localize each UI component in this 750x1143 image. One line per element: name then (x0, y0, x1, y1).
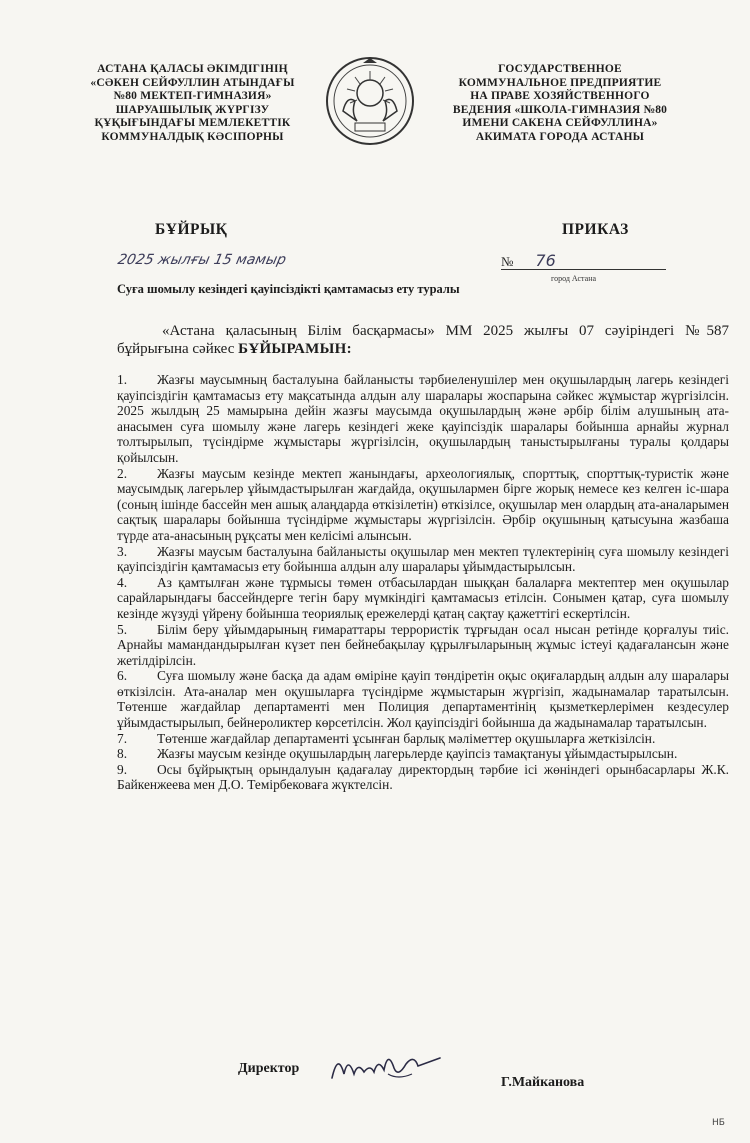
corner-mark: НБ (712, 1118, 725, 1128)
item-text: Осы бұйрықтың орындалуын қадағалау директордың тәрбие ісі жөніндегі орынбасарлары Ж.К. Байкенжеева мен Д.О. Темірбековаға жүктелсін. (117, 761, 729, 793)
signatory-role: Директор (238, 1061, 300, 1076)
order-items (117, 372, 729, 793)
order-item (117, 622, 729, 669)
header-kz-line: №80 МЕКТЕП-ГИМНАЗИЯ» (113, 90, 272, 102)
header-ru-line: АКИМАТА ГОРОДА АСТАНЫ (475, 130, 645, 143)
header-kz-line: ШАРУАШЫЛЫҚ ЖҮРГІЗУ (115, 103, 270, 116)
item-text: Жазғы маусым басталуына байланысты оқушылар мен мектеп түлектерінің суға шомылу кезіндегі қауіпсіздігін қамтамасыз ету бойынша алдын алу шаралары ұйымдастырылсын. (117, 543, 729, 575)
item-text: Жазғы маусым кезінде мектеп жанындағы, археологиялық, спорттық, спорттық-туристік және маусымдық лагерьлер ұйымдастырылған жағдайда, оқушылармен бірге жорық немесе кез келген іс-шара (соның ішінде бассейн мен ашық алаңдарда өткізілетін) өткізілсе, оқушылар мен олардың ата-аналарымен сақтық шаралары бойынша түсіндірме жұмыстары жүргізілсін. Әрбір оқушының қатысуына жазбаша түрде ата-анасының рұқсаты мен келісімі алынсын. (117, 465, 729, 543)
state-emblem-icon (325, 55, 415, 147)
header-kz-line: АСТАНА ҚАЛАСЫ ӘКІМДІГІНІҢ (97, 63, 288, 75)
header-kazakh (70, 63, 315, 144)
title-russian: ПРИКАЗ (562, 221, 629, 238)
order-item (117, 746, 729, 762)
order-item (117, 731, 729, 747)
item-number: 6. (117, 668, 128, 684)
order-intro (117, 322, 729, 358)
item-number: 1. (117, 372, 128, 387)
item-text: Жазғы маусым кезінде оқушылардың лагерьлерде қауіпсіз тамақтануы ұйымдастырылсын. (157, 746, 678, 762)
signatory-name: Г.Майканова (501, 1075, 585, 1090)
item-text: Білім беру ұйымдарының ғимараттары террористік тұрғыдан осал нысан ретінде қорғалуы тиіс. Арнайы мамандандырылған күзет пен бейнебақылау құрылғыларының жұмыс істеуі қадағалансын және жетілдірілсін. (117, 621, 729, 668)
intro-command: БҰЙЫРАМЫН: (238, 341, 352, 357)
order-number-prefix: № (501, 254, 514, 269)
order-item (117, 466, 729, 544)
order-date: 2025 жылғы 15 мамыр (116, 252, 288, 268)
item-text: Аз қамтылған және тұрмысы төмен отбасылардан шыққан балаларға мектептер мен оқушылар сарайларындағы бассейндерге тегін бару мүмкіндігі қамтамасыз етілсін. Сонымен қатар, суға шомылу кезінде жүзуді үйрену бойынша теориялық ережелерді қатаң сақтау қажеттігі ескертілсін. (117, 574, 729, 621)
item-number: 7. (117, 730, 128, 746)
item-number: 3. (117, 543, 128, 559)
item-text: Төтенше жағдайлар департаменті ұсынған барлық мәліметтер оқушыларға жеткізілсін. (157, 730, 656, 746)
order-city: город Астана (551, 274, 597, 283)
order-number: 76 (535, 251, 556, 270)
item-number: 4. (117, 574, 128, 590)
header-kz-line: «СӘКЕН СЕЙФУЛЛИН АТЫНДАҒЫ (90, 76, 295, 89)
signature-icon (328, 1044, 448, 1086)
item-text: Суға шомылу және басқа да адам өміріне қауіп төндіретін оқыс оқиғалардың алдын алу шаралары өткізілсін. Ата-аналар мен оқушыларға түсіндірме жұмыстарын жүргізіп, жадынамалар таратылсын. Төтенше жағдайлар департаменті мен Полиция департаментінің қызметкерлерімен кездесулер ұйымдастырылып, бейнероликтер көрсетілсін. Жол қауіпсіздігі бойынша да жадынамалар таратылсын. (117, 668, 729, 731)
order-subject: Суға шомылу кезіндегі қауіпсіздікті қамтамасыз ету туралы (117, 282, 460, 296)
intro-text: «Астана қаласының Білім басқармасы» ММ 2025 жылғы 07 сәуіріндегі №587 бұйрығына сәйкес (117, 323, 729, 357)
header-kz-line: ҚҰҚЫҒЫНДАҒЫ МЕМЛЕКЕТТІК (94, 117, 291, 129)
header-ru-line: ГОСУДАРСТВЕННОЕ (498, 63, 622, 75)
header-russian (430, 63, 690, 144)
header-kz-line: КОММУНАЛДЫҚ КӘСІПОРНЫ (101, 130, 284, 143)
order-item (117, 544, 729, 575)
item-number: 8. (117, 746, 128, 762)
header-ru-line: ВЕДЕНИЯ «ШКОЛА-ГИМНАЗИЯ №80 (452, 103, 668, 116)
order-item (117, 762, 729, 793)
title-kazakh: БҰЙРЫҚ (155, 221, 228, 238)
header-ru-line: НА ПРАВЕ ХОЗЯЙСТВЕННОГО (470, 90, 650, 102)
order-item (117, 668, 729, 730)
item-number: 5. (117, 621, 128, 637)
order-number-line (501, 251, 666, 270)
item-number: 9. (117, 761, 128, 777)
item-number: 2. (117, 465, 128, 481)
header-ru-line: ИМЕНИ САКЕНА СЕЙФУЛЛИНА» (462, 117, 658, 129)
header-ru-line: КОММУНАЛЬНОЕ ПРЕДПРИЯТИЕ (458, 76, 662, 89)
item-text: Жазғы маусымның басталуына байланысты тәрбиеленушілер мен оқушылардың лагерь кезіндегі қауіпсіздігін қамтамасыз ету мақсатында алдын алу шаралары жоспарына сәйкес жұмыстар жүргізілсін. 2025 жылдың 25 мамырына дейін жазғы маусымда оқушылардың және әрбір білім алушының ата-анасымен суға шомылу және лагерь кезіндегі жеке қауіпсіздік шаралары бойынша арнайы журнал толтырылып, түсіндірме жұмыстары жүргізілсін, оқушылардың таныстырылғаны туралы қолдары қойылсын. (117, 372, 729, 465)
order-item (117, 575, 729, 622)
order-item (117, 372, 729, 466)
